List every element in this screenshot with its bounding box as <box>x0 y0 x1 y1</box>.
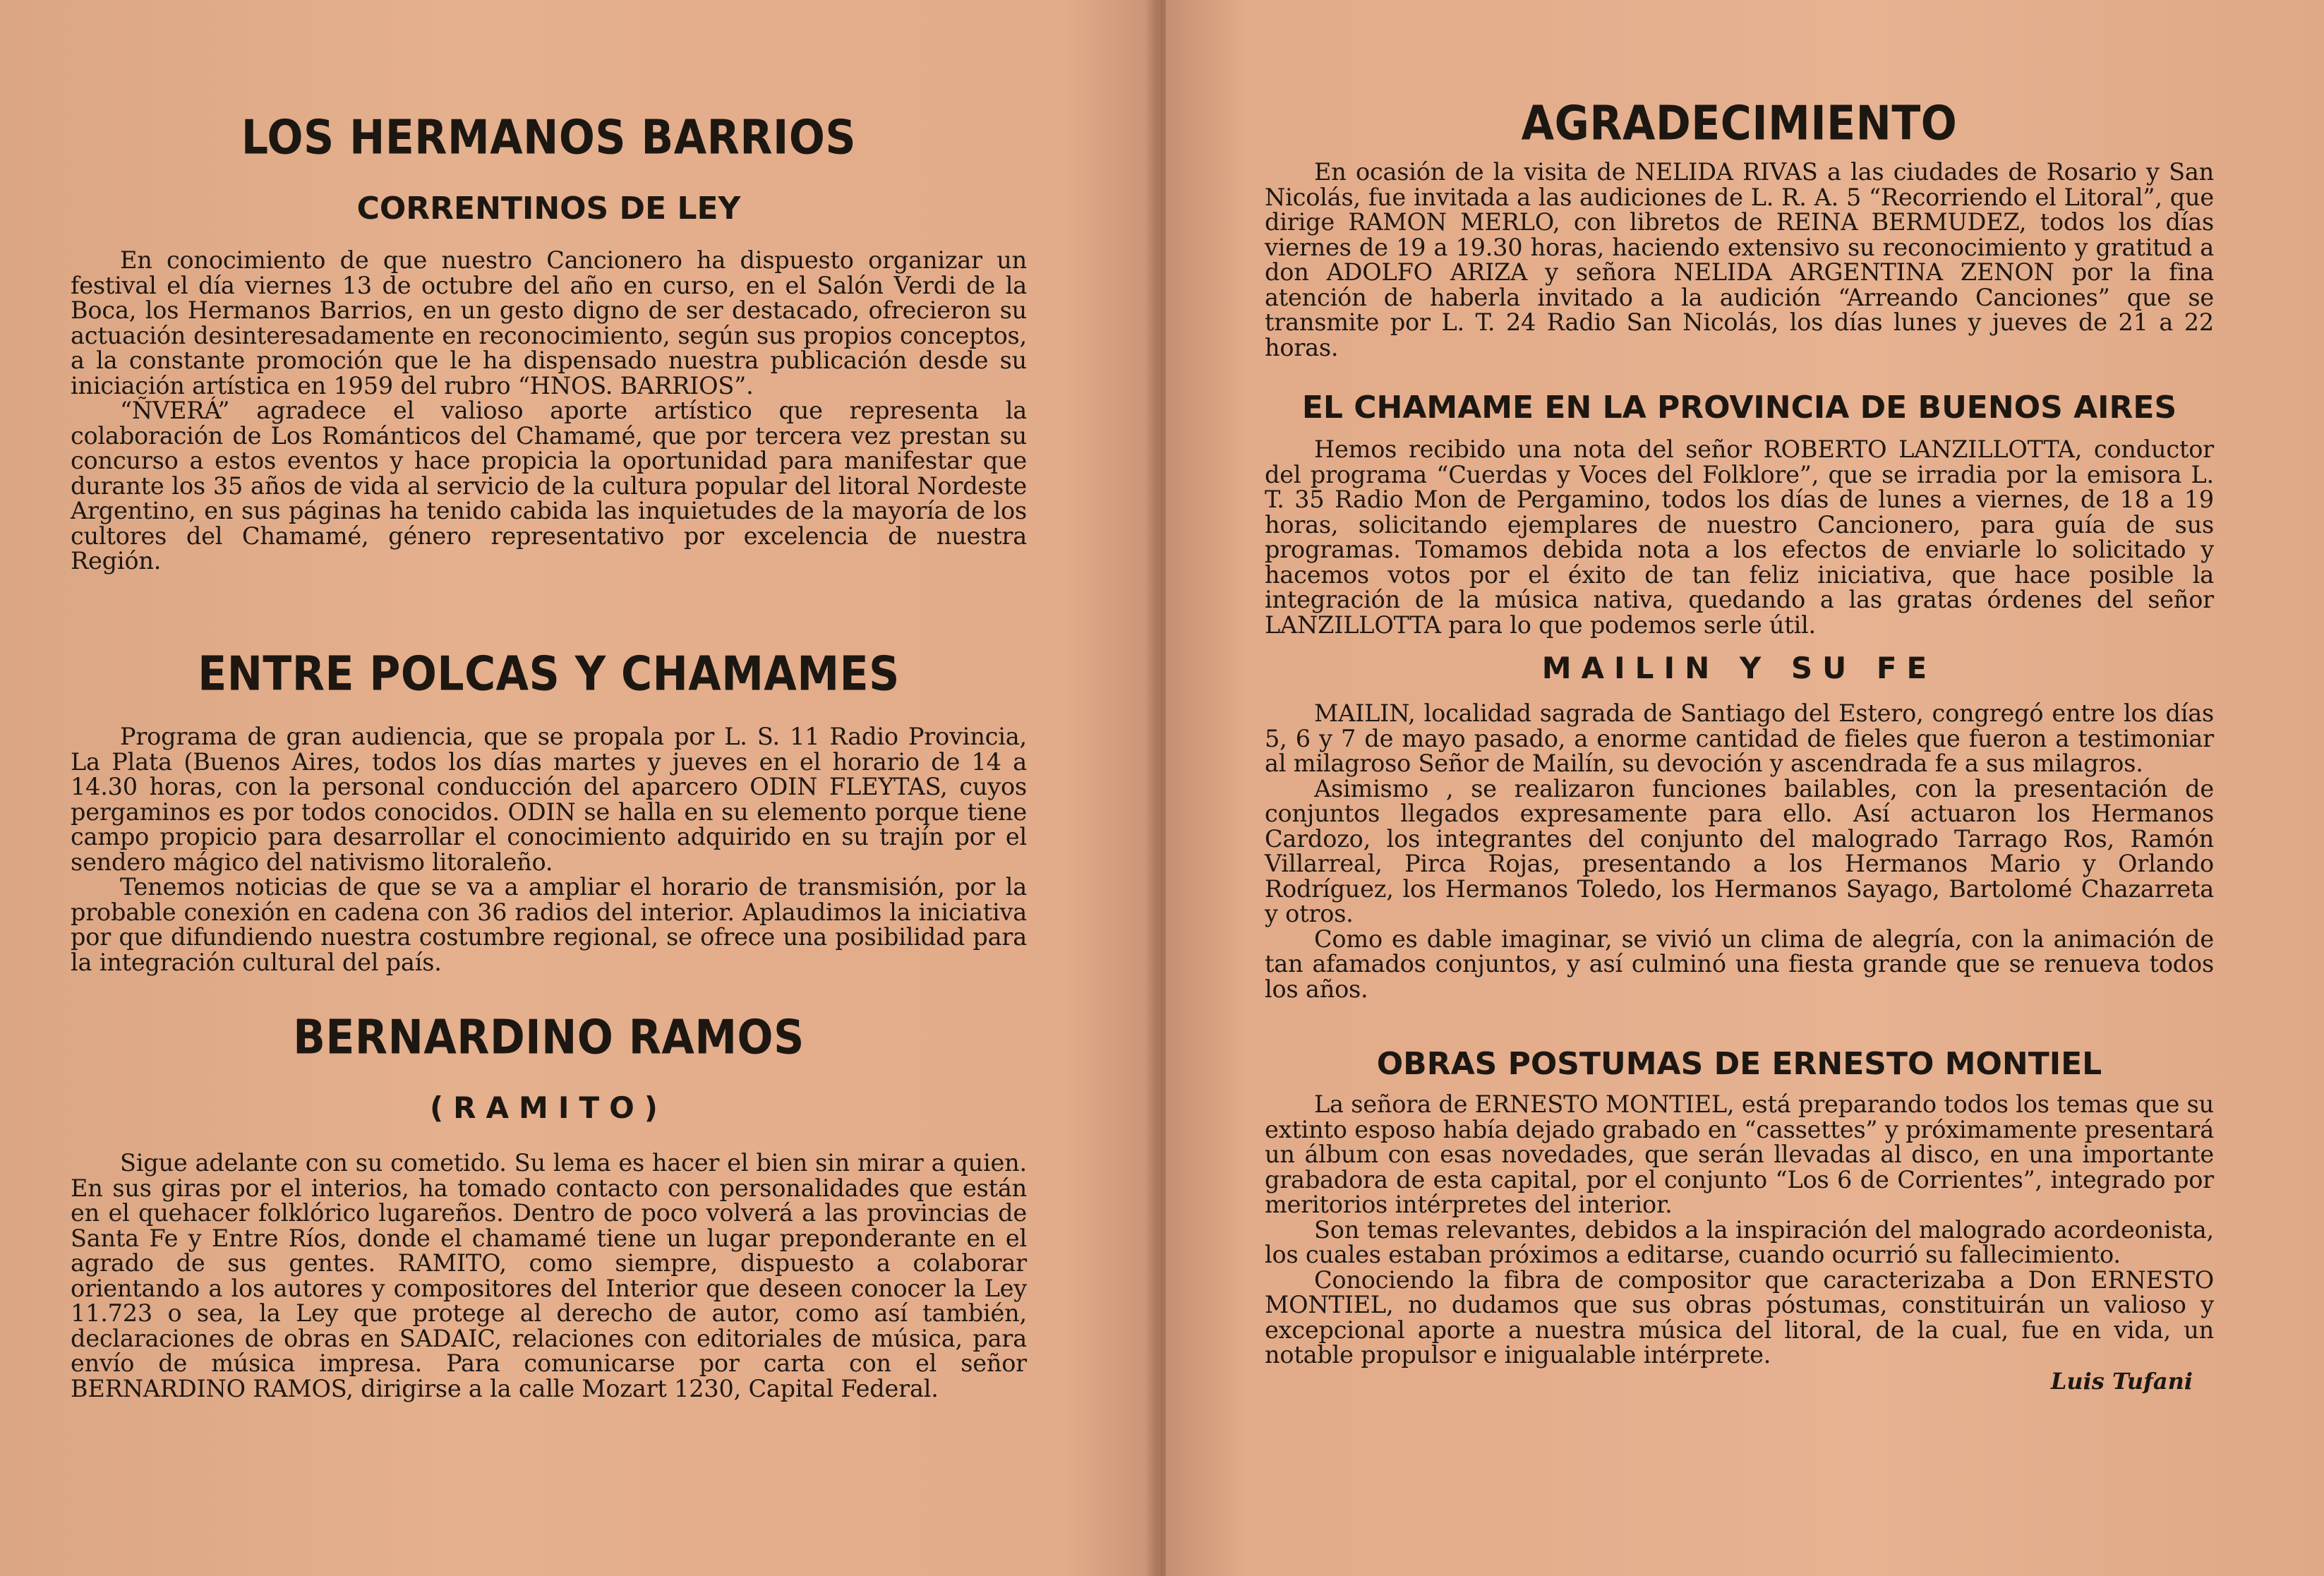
article-hermanos-barrios <box>71 109 1027 575</box>
article-title: EL CHAMAME EN LA PROVINCIA DE BUENOS AIRES <box>1301 390 2177 426</box>
article-paragraph: Tenemos noticias de que se va a ampliar el horario de transmisión, por la probable conexión en cadena con 36 radios del interior. Aplaudimos la iniciativa por que difundiendo nuestra costumbre regional, se ofrece una posibilidad para la integración cultural del país. <box>71 873 1027 976</box>
article-paragraph: Sigue adelante con su cometido. Su lema es hacer el bien sin mirar a quien. En sus giras por el interios, ha tomado contacto con personalidades que están en el quehacer folklórico lugareños. Dentro de poco volverá a las provincias de Santa Fe y Entre Ríos, donde el chamamé tiene un lugar preponderante en el agrado de sus gentes. RAMITO, como siempre, dispuesto a colaborar orientando a los autores y compositores del Interior que deseen conocer la Ley 11.723 o sea, la Ley que protege al derecho de autor, como así también, declaraciones de obras en SADAIC, relaciones con editoriales de música, para envío de música impresa. Para comunicarse por carta con el señor BERNARDINO RAMOS, dirigirse a la calle Mozart 1230, Capital Federal. <box>71 1149 1027 1402</box>
article-paragraph: “ÑVERÁ” agradece el valioso aporte artístico que representa la colaboración de Los Románticos del Chamamé, que por tercera vez prestan su concurso a estos eventos y hace propicia la oportunidad para manifestar que durante los 35 años de vida al servicio de la cultura popular del litoral Nordeste Argentino, en sus páginas ha tenido cabida las inquietudes de la mayoría de los cultores del Chamamé, género representativo por excelencia de nuestra Región. <box>71 397 1027 575</box>
article-paragraph: Son temas relevantes, debidos a la inspiración del malogrado acordeonista, los cuales estaban próximos a editarse, cuando ocurrió su fallecimiento. <box>1265 1215 2214 1268</box>
article-paragraph: En ocasión de la visita de NELIDA RIVAS a las ciudades de Rosario y San Nicolás, fue invitada a las audiciones de L. R. A. 5 “Recorriendo el Litoral”, que dirige RAMON MERLO, con libretos de REINA BERMUDEZ, todos los días viernes de 19 a 19.30 horas, haciendo extensivo su reconocimiento y gratitud a don ADOLFO ARIZA y señora NELIDA ARGENTINA ZENON por la fina atención de haberla invitado a la audición “Arreando Canciones” que se transmite por L. T. 24 Radio San Nicolás, los días lunes y jueves de 21 a 22 horas. <box>1265 158 2214 361</box>
right-page <box>1166 0 2324 1576</box>
article-title: BERNARDINO RAMOS <box>293 1009 805 1066</box>
article-title: MAILIN Y SU FE <box>1541 651 1937 685</box>
article-paragraph: MAILIN, localidad sagrada de Santiago del Estero, congregó entre los días 5, 6 y 7 de mayo pasado, a enorme cantidad de fieles que fueron a testimoniar al milagroso Señor de Mailín, su devoción y ascendrada fe a sus milagros. <box>1265 699 2214 777</box>
article-subtitle: (RAMITO) <box>429 1090 668 1125</box>
article-bernardino-ramos <box>71 1009 1027 1402</box>
article-title: LOS HERMANOS BARRIOS <box>241 109 857 166</box>
article-mailin <box>1265 651 2214 1001</box>
article-chamame-buenos-aires <box>1265 390 2214 637</box>
article-paragraph: Conociendo la fibra de compositor que caracterizaba a Don ERNESTO MONTIEL, no dudamos que sus obras póstumas, constituirán un valioso y excepcional aporte a nuestra música del litoral, de la cual, fue en vida, un notable propulsor e inigualable intérprete. <box>1265 1265 2214 1369</box>
author-signature: Luis Tufani <box>2050 1367 2193 1395</box>
article-paragraph: Como es dable imaginar, se vivió un clima de alegría, con la animación de tan afamados conjuntos, y así culminó una fiesta grande que se renueva todos los años. <box>1265 925 2214 1003</box>
article-title: OBRAS POSTUMAS DE ERNESTO MONTIEL <box>1376 1046 2102 1082</box>
article-paragraph: La señora de ERNESTO MONTIEL, está preparando todos los temas que su extinto esposo había dejado grabado en “cassettes” y próximamente presentará un álbum con esas novedades, que serán llevadas al disco, en una importante grabadora de esta capital, por el conjunto “Los 6 de Corrientes”, integrado por meritorios intérpretes del interior. <box>1265 1090 2214 1218</box>
article-paragraph: En conocimiento de que nuestro Cancionero ha dispuesto organizar un festival el día viernes 13 de octubre del año en curso, en el Salón Verdi de la Boca, los Hermanos Barrios, en un gesto digno de ser destacado, ofrecieron su actuación desinteresadamente en reconocimiento, según sus propios conceptos, a la constante promoción que le ha dispensado nuestra publicación desde su iniciación artística en 1959 del rubro “HNOS. BARRIOS”. <box>71 246 1027 399</box>
article-paragraph: Asimismo , se realizaron funciones bailables, con la presentación de conjuntos llegados expresamente para ello. Así actuaron los Hermanos Cardozo, los integrantes del conjunto del malogrado Tarrago Ros, Ramón Villarreal, Pirca Rojas, presentando a los Hermanos Mario y Orlando Rodríguez, los Hermanos Toledo, los Hermanos Sayago, Bartolomé Chazarreta y otros. <box>1265 774 2214 927</box>
article-agradecimiento <box>1265 95 2214 361</box>
article-title: AGRADECIMIENTO <box>1521 95 1958 152</box>
article-paragraph: Programa de gran audiencia, que se propala por L. S. 11 Radio Provincia, La Plata (Buenos Aires, todos los días martes y jueves en el horario de 14 a 14.30 horas, con la personal conducción del aparcero ODIN FLEYTAS, cuyos pergaminos es por todos conocidos. ODIN se halla en su elemento porque tiene campo propicio para desarrollar el conocimiento adquirido en su trajín por el sendero mágico del nativismo litoraleño. <box>71 723 1027 876</box>
article-obras-postumas <box>1265 1046 2214 1395</box>
left-page <box>0 0 1157 1576</box>
article-paragraph: Hemos recibido una nota del señor ROBERTO LANZILLOTTA, conductor del programa “Cuerdas y Voces del Folklore”, que se irradia por la emisora L. T. 35 Radio Mon de Pergamino, todos los días de lunes a viernes, de 18 a 19 horas, solicitando ejemplares de nuestro Cancionero, para guía de sus programas. Tomamos debida nota a los efectos de enviarle lo solicitado y hacemos votos por el éxito de tan feliz iniciativa, que hace posible la integración de la música nativa, quedando a las gratas órdenes del señor LANZILLOTTA para lo que podemos serle útil. <box>1265 435 2214 639</box>
article-title: ENTRE POLCAS Y CHAMAMES <box>198 646 900 702</box>
article-entre-polcas <box>71 646 1027 976</box>
article-subtitle: CORRENTINOS DE LEY <box>356 191 741 227</box>
